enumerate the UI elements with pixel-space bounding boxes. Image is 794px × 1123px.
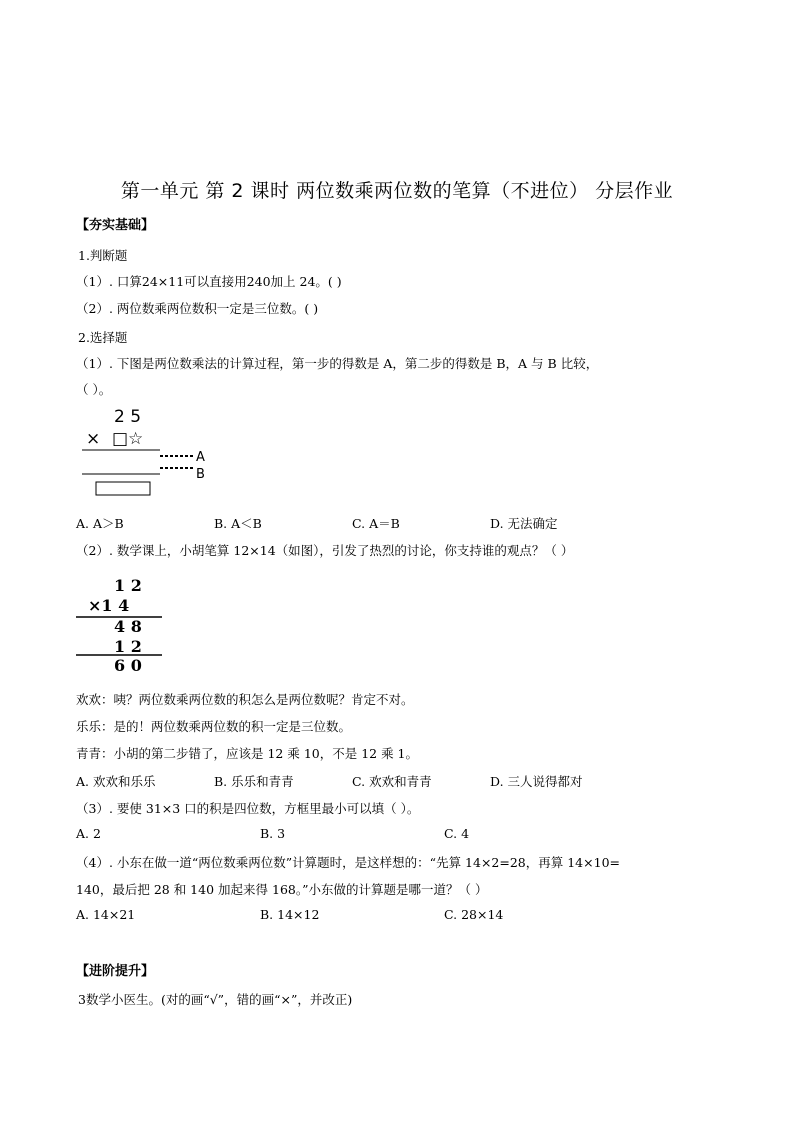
option-2-3-a: A. 2: [76, 826, 101, 841]
option-2-4-b: B. 14×12: [260, 907, 320, 922]
question-1-item-1: （1）. 口算24×11可以直接用240加上 24。( ): [76, 274, 342, 289]
question-2-4-line-2: 140，最后把 28 和 140 加起来得 168。”小东做的计算题是哪一道？（ ）: [76, 882, 488, 897]
figure-2-row-3: 4 8: [114, 617, 142, 636]
option-2-1-a: A. A＞B: [76, 516, 124, 531]
section-heading-advanced: 【进阶提升】: [76, 964, 155, 979]
option-2-4-c: C. 28×14: [444, 907, 504, 922]
figure-2-row-2: ×1 4: [88, 596, 130, 615]
multiplication-figure-1: [80, 402, 220, 498]
question-3-heading: 3数学小医生。(对的画“√”，错的画“×”，并改正): [78, 992, 353, 1007]
option-2-2-a: A. 欢欢和乐乐: [76, 774, 156, 789]
option-2-1-c: C. A＝B: [352, 516, 400, 531]
figure-1-top-number: 2 5: [114, 407, 142, 427]
figure-1-times-sign: ×: [86, 429, 101, 449]
figure-1-box-star: □☆: [112, 429, 144, 449]
option-2-1-b: B. A＜B: [214, 516, 262, 531]
option-2-2-b: B. 乐乐和青青: [214, 774, 294, 789]
option-2-2-c: C. 欢欢和青青: [352, 774, 432, 789]
question-2-1-line-2: （ ）。: [76, 382, 112, 397]
option-2-3-c: C. 4: [444, 826, 470, 841]
figure-1-answer-box: [96, 482, 150, 495]
multiplication-figure-2: [74, 574, 174, 674]
question-1-item-2: （2）. 两位数乘两位数积一定是三位数。( ): [76, 301, 319, 316]
option-2-1-d: D. 无法确定: [490, 516, 558, 531]
speech-lele: 乐乐：是的！两位数乘两位数的积一定是三位数。: [76, 719, 352, 734]
question-2-heading: 2.选择题: [78, 330, 128, 345]
question-2-3-line-1: （3）. 要使 31×3 口的积是四位数，方框里最小可以填（ ）。: [76, 801, 420, 816]
figure-1-label-a: A: [196, 450, 205, 465]
figure-2-row-4: 1 2: [114, 637, 142, 656]
figure-2-row-1: 1 2: [114, 576, 142, 595]
option-2-2-d: D. 三人说得都对: [490, 774, 583, 789]
option-2-3-b: B. 3: [260, 826, 286, 841]
speech-huanhuan: 欢欢：咦？两位数乘两位数的积怎么是两位数呢？肯定不对。: [76, 692, 414, 707]
figure-2-row-5: 6 0: [114, 656, 142, 674]
section-heading-basic: 【夯实基础】: [76, 218, 155, 233]
question-2-4-line-1: （4）. 小东在做一道“两位数乘两位数”计算题时，是这样想的：“先算 14×2=28，再算 14×10=: [76, 855, 620, 870]
figure-1-label-b: B: [196, 467, 205, 482]
question-2-2-line-1: （2）. 数学课上，小胡笔算 12×14（如图），引发了热烈的讨论，你支持谁的观点？（ ）: [76, 543, 574, 558]
question-1-heading: 1.判断题: [78, 248, 128, 263]
option-2-4-a: A. 14×21: [76, 907, 136, 922]
speech-qingqing: 青青：小胡的第二步错了，应该是 12 乘 10，不是 12 乘 1。: [76, 746, 419, 761]
page-title: 第一单元 第 2 课时 两位数乘两位数的笔算（不进位） 分层作业: [120, 180, 674, 202]
question-2-1-line-1: （1）. 下图是两位数乘法的计算过程，第一步的得数是 A，第二步的得数是 B，A 与 B 比较，: [76, 356, 599, 371]
